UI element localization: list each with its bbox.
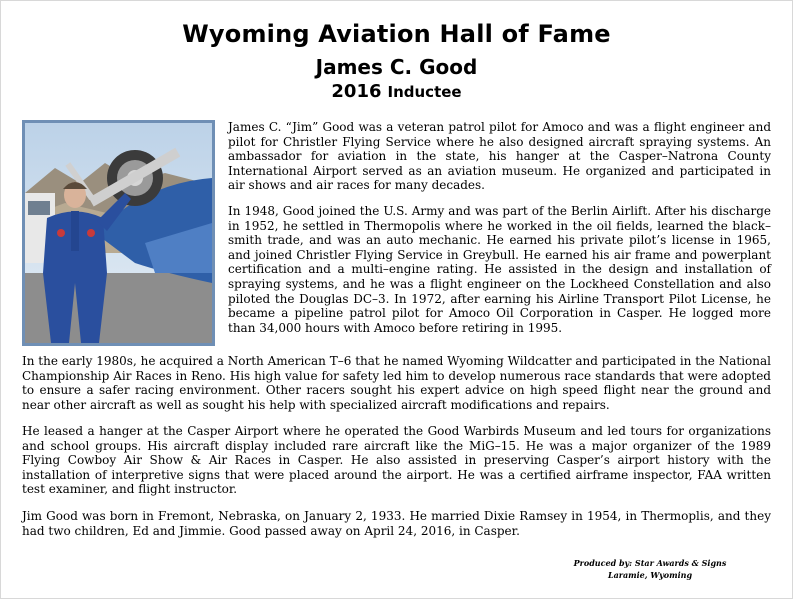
induction-year: 2016 (331, 81, 382, 102)
page-title: Wyoming Aviation Hall of Fame (182, 20, 611, 48)
bio-paragraph-4: He leased a hanger at the Casper Airport where he operated the Good Warbirds Museum and led tours for organizations and school groups. His aircraft display included rare aircraft like the MiG–15. He was a major organizer of the 1989 Flying Cowboy Air Show & Air Races in Casper. He also assisted in preserving Casper’s airport history with the installation of interpretive signs that were placed around the airport. He was a certified airframe inspector, FAA written test examiner, and flight instructor. (22, 424, 771, 497)
bio-paragraph-2: In 1948, Good joined the U.S. Army and was part of the Berlin Airlift. After his discharge in 1952, he settled in Thermopolis where he worked in the oil fields, learned the black–smith trade, and was an auto mechanic. He earned his private pilot’s license in 1965, and joined Christler Flying Service in Greybull. He earned his air frame and powerplant certification and a multi–engine rating. He assisted in the design and installation of spraying systems, and he was a flight engineer on the Lockheed Constellation and also piloted the Douglas DC–3. In 1972, after earning his Airline Transport Pilot License, he became a pipeline patrol pilot for Amoco Oil Corporation in Casper. He logged more than 34,000 hours with Amoco before retiring in 1995. (228, 204, 771, 335)
inductee-label: Inductee (387, 83, 462, 101)
inductee-photo (22, 120, 215, 346)
inductee-name: James C. Good (315, 55, 478, 79)
inductee-line (0, 81, 793, 102)
bio-paragraph-5: Jim Good was born in Fremont, Nebraska, on January 2, 1933. He married Dixie Ramsey in 1954, in Thermoplis, and they had two children, Ed and Jimmie. Good passed away on April 24, 2016, in Casper. (22, 509, 771, 538)
credit-line-1: Produced by: Star Awards & Signs (573, 558, 727, 568)
bio-paragraph-3: In the early 1980s, he acquired a North American T–6 that he named Wyoming Wildcatter and participated in the National Championship Air Races in Reno. His high value for safety led him to develop numerous race standards that were adopted to ensure a safer racing environment. Other racers sought his expert advice on high speed flight near the ground and near other aircraft as well as sought his help with specialized aircraft modifications and repairs. (22, 354, 771, 412)
photo-illustration (25, 123, 212, 343)
producer-credit (560, 557, 740, 581)
credit-line-2: Laramie, Wyoming (607, 570, 693, 580)
bio-paragraph-1: James C. “Jim” Good was a veteran patrol pilot for Amoco and was a flight engineer and pilot for Christler Flying Service where he also designed aircraft spraying systems. An ambassador for aviation in the state, his hanger at the Casper–Natrona County International Airport served as an aviation museum. He organized and participated in air shows and air races for many decades. (228, 120, 771, 193)
